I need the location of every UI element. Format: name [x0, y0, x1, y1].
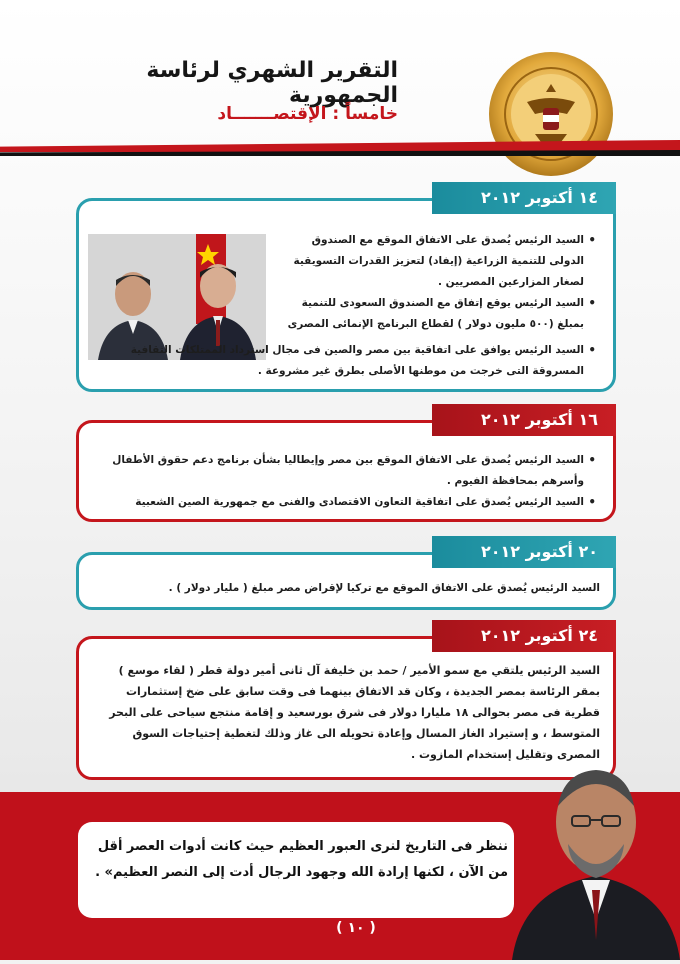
section-text-oct20: السيد الرئيس يُصدق على الاتفاق الموقع مع تركيا لإقراض مصر مبلغ ( مليار دولار ) .: [168, 582, 600, 594]
quote-text: ننظر فى التاريخ لنرى العبور العظيم حيث كانت أدوات العصر أقل من الآن ، لكنها إرادة الله وجهود الرجال أدت إلى النصر العظيم» .: [95, 839, 508, 880]
date-tab-oct14: ١٤ أكتوبر ٢٠١٢: [432, 182, 616, 214]
presidency-seal-icon: [487, 50, 615, 178]
page-title: التقرير الشهري لرئاسة الجمهورية: [146, 58, 398, 108]
list-item: • السيد الرئيس يوافق على اتفاقية بين مصر والصين فى مجال استرداد الممتلكات الثقافية المسروقة التى خرجت من موطنها الأصلى بطرق غير مشروعة .: [92, 340, 584, 382]
date-tab-oct20: ٢٠ أكتوبر ٢٠١٢: [432, 536, 616, 568]
list-item: • السيد الرئيس يوقع إتفاق مع الصندوق السعودى للتنمية بمبلغ (٥٠٠ مليون دولار ) لقطاع البرنامج الإنمائى المصرى: [276, 293, 584, 335]
list-item: • السيد الرئيس يُصدق على اتفاقية التعاون الاقتصادى والفنى مع جمهورية الصين الشعبية: [92, 492, 584, 513]
page-number: ( ١٠ ): [336, 920, 376, 936]
president-portrait: [512, 740, 680, 960]
section-text-oct24: السيد الرئيس يلتقي مع سمو الأمير / حمد بن خليفة آل ثانى أمير دولة قطر ( لقاء موسع ) بمقر الرئاسة بمصر الجديدة ، وكان قد الاتفاق بينهما فى وقت سابق على ضخ إستثمارات قطرية فى مصر بحوالى ١٨ مليارا دولار فى شرق بورسعيد و إقامة منتجع سياحى على البحر المتوسط ، و إستيراد الغاز المسال وإعادة تحويله الى غاز وذلك لتغطية إحتياجات السوق المصرى وتقليل إستخدام المازوت .: [109, 664, 600, 761]
section-text-oct14-a: [276, 230, 598, 335]
section-text-oct14-b: [92, 340, 598, 382]
list-item: • السيد الرئيس يُصدق على الاتفاق الموقع مع الصندوق الدولى للتنمية الزراعية (إيفاد) لتعزيز القدرات التسويقية لصغار المزارعين المصريين .: [276, 230, 584, 293]
list-item: • السيد الرئيس يُصدق على الاتفاق الموقع بين مصر وإيطاليا بشأن برنامج دعم حقوق الأطفال وأسرهم بمحافظة الفيوم .: [92, 450, 584, 492]
date-tab-oct16: ١٦ أكتوبر ٢٠١٢: [432, 404, 616, 436]
date-tab-oct24: ٢٤ أكتوبر ٢٠١٢: [432, 620, 616, 652]
section-subtitle: خامساً : الإقتصـــــــاد: [217, 104, 398, 124]
section-text-oct16: [92, 450, 598, 513]
